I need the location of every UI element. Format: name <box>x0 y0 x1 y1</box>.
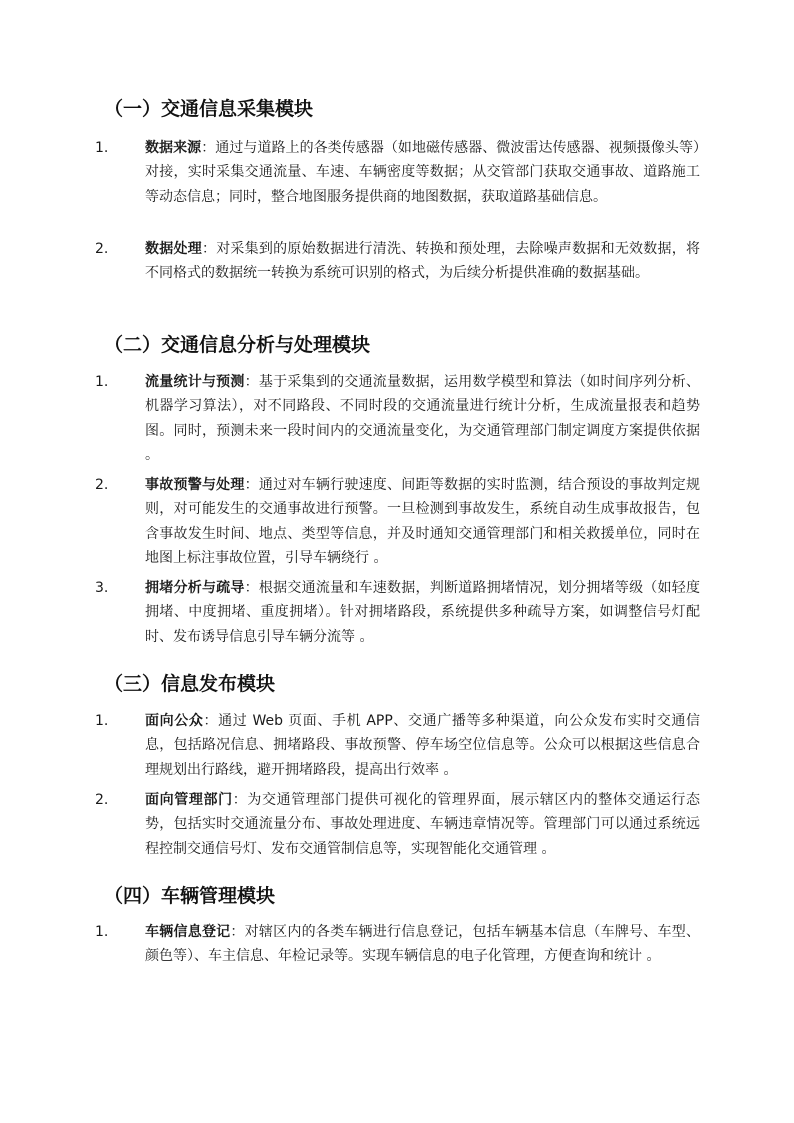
list-item-description: ：通过 Web 页面、手机 APP、交通广播等多种渠道，向公众发布实时交通信息，包括路况信息、拥堵路段、事故预警、停车场空位信息等。公众可以根据这些信息合理规划出行路线，避开拥堵路段，提高出行效率 。 <box>145 713 701 778</box>
section-heading: （二）交通信息分析与处理模块 <box>104 334 371 356</box>
list-number: 2. <box>95 792 109 808</box>
list-item-text <box>145 709 700 782</box>
list-number: 1. <box>95 374 109 390</box>
list-item-text <box>145 473 700 571</box>
list-item-term: 数据处理 <box>145 241 202 257</box>
list-item-text <box>145 237 700 286</box>
list-number: 1. <box>95 140 109 156</box>
list-item-description: ：通过对车辆行驶速度、间距等数据的实时监测，结合预设的事故判定规则，对可能发生的交通事故进行预警。一旦检测到事故发生，系统自动生成事故报告，包含事故发生时间、地点、类型等信息，并及时通知交通管理部门和相关救援单位，同时在地图上标注事故位置，引导车辆绕行 。 <box>145 477 701 567</box>
list-item-text <box>145 370 700 468</box>
list-number: 2. <box>95 241 109 257</box>
list-item-term: 流量统计与预测 <box>145 374 245 390</box>
list-item-text <box>145 920 700 969</box>
list-item-term: 面向公众 <box>145 713 204 729</box>
list-item-description: ：通过与道路上的各类传感器（如地磁传感器、微波雷达传感器、视频摄像头等）对接，实时采集交通流量、车速、车辆密度等数据；从交管部门获取交通事故、道路施工等动态信息；同时，整合地图服务提供商的地图数据，获取道路基础信息。 <box>145 140 701 205</box>
list-item-description: ：为交通管理部门提供可视化的管理界面，展示辖区内的整体交通运行态势，包括实时交通流量分布、事故处理进度、车辆违章情况等。管理部门可以通过系统远程控制交通信号灯、发布交通管制信息等，实现智能化交通管理 。 <box>145 792 701 857</box>
list-number: 1. <box>95 713 109 729</box>
list-item-term: 车辆信息登记 <box>145 924 231 940</box>
list-item-text <box>145 136 700 209</box>
list-item-text <box>145 788 700 861</box>
section-heading: （一）交通信息采集模块 <box>104 98 314 120</box>
list-item-term: 面向管理部门 <box>145 792 233 808</box>
section-heading: （三）信息发布模块 <box>104 673 276 695</box>
section-heading: （四）车辆管理模块 <box>104 885 276 907</box>
list-number: 2. <box>95 477 109 493</box>
list-item-term: 拥堵分析与疏导 <box>145 580 245 596</box>
list-item-text <box>145 576 700 649</box>
list-item-description: ：根据交通流量和车速数据，判断道路拥堵情况，划分拥堵等级（如轻度拥堵、中度拥堵、重度拥堵）。针对拥堵路段，系统提供多种疏导方案，如调整信号灯配时、发布诱导信息引导车辆分流等 。 <box>145 580 701 645</box>
list-item-description: ：对采集到的原始数据进行清洗、转换和预处理，去除噪声数据和无效数据，将不同格式的数据统一转换为系统可识别的格式，为后续分析提供准确的数据基础。 <box>145 241 701 282</box>
list-item-term: 事故预警与处理 <box>145 477 245 493</box>
list-item-term: 数据来源 <box>145 140 202 156</box>
list-number: 3. <box>95 580 109 596</box>
list-number: 1. <box>95 924 109 940</box>
list-item-description: ：对辖区内的各类车辆进行信息登记，包括车辆基本信息（车牌号、车型、颜色等）、车主信息、年检记录等。实现车辆信息的电子化管理，方便查询和统计 。 <box>145 924 700 965</box>
list-item-description: ：基于采集到的交通流量数据，运用数学模型和算法（如时间序列分析、机器学习算法），对不同路段、不同时段的交通流量进行统计分析，生成流量报表和趋势图。同时，预测未来一段时间内的交通流量变化，为交通管理部门制定调度方案提供依据 。 <box>145 374 701 464</box>
